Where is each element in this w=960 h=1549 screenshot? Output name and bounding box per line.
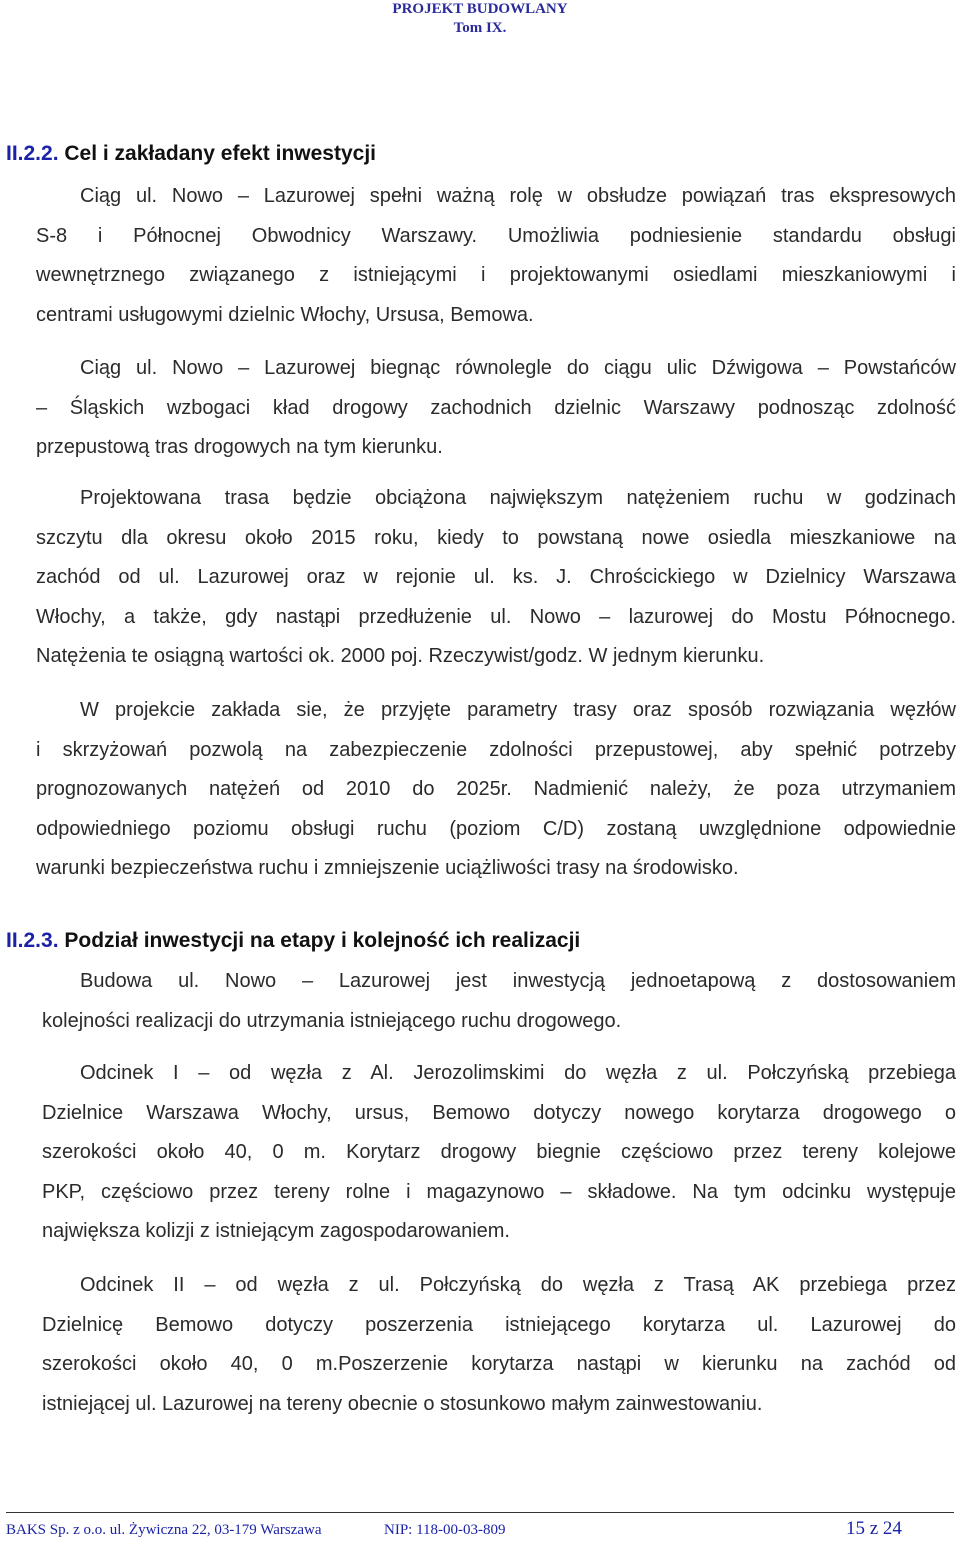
section-number: II.2.2. (6, 142, 59, 165)
text-line: Projektowana trasa będzie obciążona największym natężeniem ruchu w godzinach (80, 487, 956, 509)
text-line: odpowiedniego poziomu obsługi ruchu (poziom C/D) zostaną uwzględnione odpowiednie (36, 817, 956, 840)
paragraph (36, 349, 956, 468)
paragraph (42, 1054, 956, 1252)
text-line: szerokości około 40, 0 m. Korytarz drogowy biegnie częściowo przez tereny kolejowe (42, 1141, 956, 1163)
section-heading-2-2 (6, 142, 376, 166)
paragraph (36, 479, 956, 677)
paragraph (42, 1266, 956, 1424)
text-line: Natężenia te osiągną wartości ok. 2000 poj. Rzeczywist/godz. W jednym kierunku. (36, 645, 765, 667)
nip-number: NIP: 118-00-03-809 (384, 1522, 506, 1538)
text-line: wewnętrznego związanego z istniejącymi i projektowanymi osiedlami mieszkaniowymi i (36, 264, 956, 286)
text-line: przepustową tras drogowych na tym kierunku. (36, 436, 443, 458)
text-line: Dzielnicę Bemowo dotyczy poszerzenia istniejącego korytarza ul. Lazurowej do (42, 1313, 956, 1336)
paragraph (36, 691, 956, 889)
section-heading-2-3 (6, 929, 580, 953)
text-line: PKP, częściowo przez tereny rolne i magazynowo – składowe. Na tym odcinku występuje (42, 1180, 956, 1203)
page-number: 15 z 24 (846, 1518, 902, 1539)
text-line: S-8 i Północnej Obwodnicy Warszawy. Umożliwia podniesienie standardu obsługi (36, 224, 956, 247)
text-line: warunki bezpieczeństwa ruchu i zmniejszenie uciążliwości trasy na środowisko. (36, 857, 739, 879)
section-number: II.2.3. (6, 929, 59, 952)
text-line: prognozowanych natężeń od 2010 do 2025r. Nadmienić należy, że poza utrzymaniem (36, 778, 956, 800)
footer-divider (6, 1512, 954, 1513)
section-title: Podział inwestycji na etapy i kolejność ich realizacji (64, 929, 581, 952)
text-line: Odcinek II – od węzła z ul. Połczyńską do węzła z Trasą AK przebiega przez (80, 1274, 956, 1296)
volume-label: Tom IX. (453, 20, 507, 36)
section-title: Cel i zakładany efekt inwestycji (64, 142, 377, 165)
text-line: istniejącej ul. Lazurowej na tereny obecnie o stosunkowo małym zainwestowaniu. (42, 1392, 763, 1415)
text-line: zachód od ul. Lazurowej oraz w rejonie ul. ks. J. Chrościckiego w Dzielnicy Warszawa (36, 566, 956, 588)
company-address: BAKS Sp. z o.o. ul. Żywiczna 22, 03-179 Warszawa (6, 1522, 322, 1538)
text-line: i skrzyżowań pozwolą na zabezpieczenie zdolności przepustowej, aby spełnić potrzeby (36, 738, 956, 761)
text-line: Odcinek I – od węzła z Al. Jerozolimskimi do węzła z ul. Połczyńską przebiega (80, 1062, 956, 1084)
text-line: W projekcie zakłada sie, że przyjęte parametry trasy oraz sposób rozwiązania węzłów (80, 699, 956, 721)
text-line: szerokości około 40, 0 m.Poszerzenie korytarza nastąpi w kierunku na zachód od (42, 1353, 956, 1375)
document-header (0, 0, 960, 38)
text-line: Ciąg ul. Nowo – Lazurowej spełni ważną rolę w obsłudze powiązań tras ekspresowych (80, 185, 956, 207)
text-line: centrami usługowymi dzielnic Włochy, Ursusa, Bemowa. (36, 303, 534, 326)
paragraph (36, 177, 956, 335)
text-line: największa kolizji z istniejącym zagospodarowaniem. (42, 1220, 510, 1242)
text-line: – Śląskich wzbogaci kład drogowy zachodnich dzielnic Warszawy podnosząc zdolność (36, 396, 956, 419)
text-line: Ciąg ul. Nowo – Lazurowej biegnąc równolegle do ciągu ulic Dźwigowa – Powstańców (80, 357, 956, 379)
text-line: Budowa ul. Nowo – Lazurowej jest inwestycją jednoetapową z dostosowaniem (80, 970, 956, 992)
paragraph (42, 962, 956, 1041)
text-line: kolejności realizacji do utrzymania istniejącego ruchu drogowego. (42, 1009, 622, 1032)
text-line: szczytu dla okresu około 2015 roku, kiedy to powstaną nowe osiedla mieszkaniowe na (36, 526, 956, 549)
text-line: Dzielnice Warszawa Włochy, ursus, Bemowo dotyczy nowego korytarza drogowego o (42, 1101, 956, 1124)
text-line: Włochy, a także, gdy nastąpi przedłużenie ul. Nowo – lazurowej do Mostu Północnego. (36, 605, 956, 628)
project-title: PROJEKT BUDOWLANY (392, 1, 568, 17)
